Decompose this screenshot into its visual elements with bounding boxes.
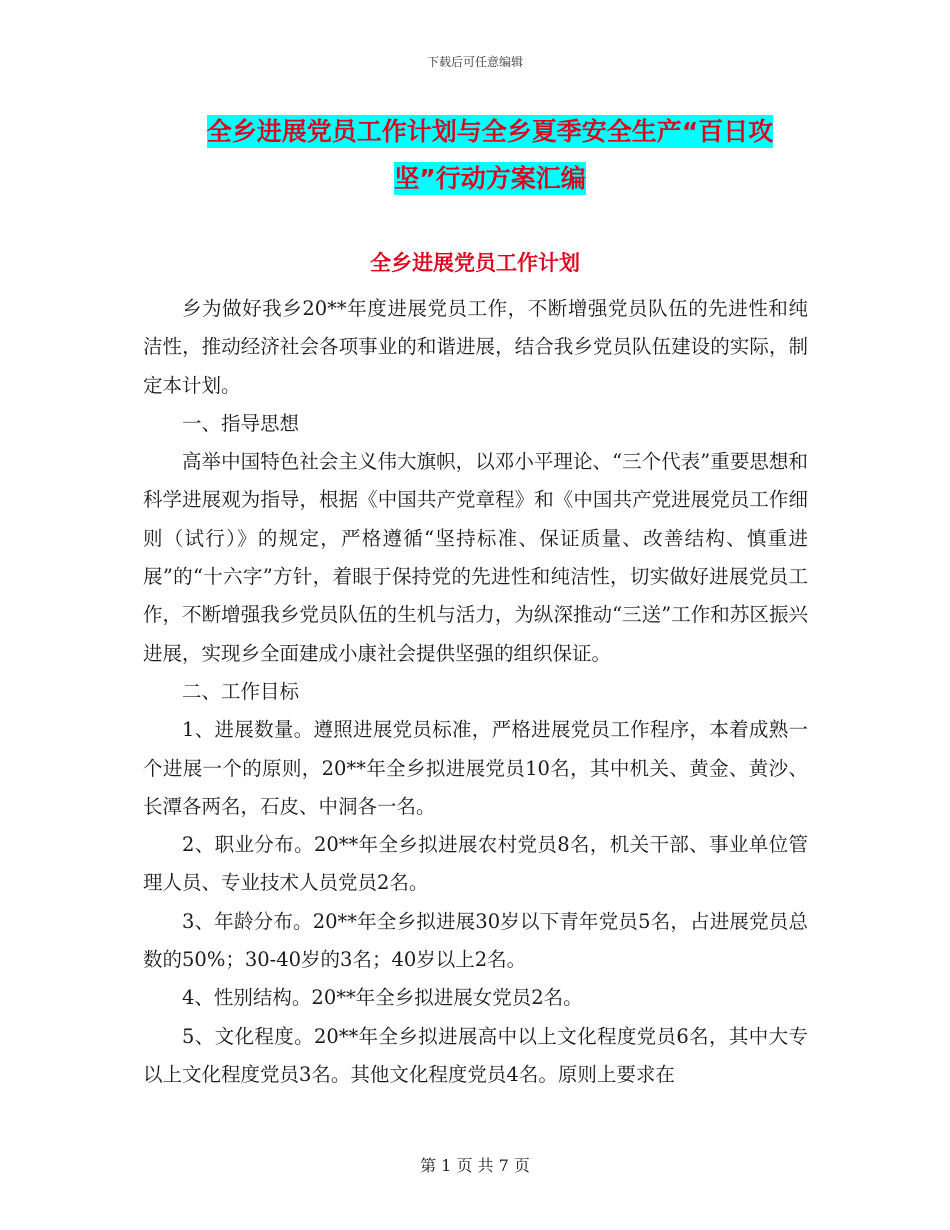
page-header-note: 下载后可任意编辑 xyxy=(426,55,523,69)
paragraph-goal-quantity: 1、进展数量。遵照进展党员标准，严格进展党员工作程序，本着成熟一个进展一个的原则，20**年全乡拟进展党员10名，其中机关、黄金、黄沙、长潭各两名，石皮、中洞各一名。 xyxy=(143,718,808,818)
heading-guiding-thought: 一、指导思想 xyxy=(182,411,300,435)
paragraph-goal-gender: 4、性别结构。20**年全乡拟进展女党员2名。 xyxy=(182,986,583,1010)
paragraph-intro: 乡为做好我乡20**年度进展党员工作，不断增强党员队伍的先进性和纯洁性，推动经济社会各项事业的和谐进展，结合我乡党员队伍建设的实际，制定本计划。 xyxy=(143,297,808,397)
paragraph-goal-occupation: 2、职业分布。20**年全乡拟进展农村党员8名，机关干部、事业单位管理人员、专业技术人员党员2名。 xyxy=(143,833,808,895)
paragraph-guiding-thought: 高举中国特色社会主义伟大旗帜，以邓小平理论、“三个代表”重要思想和科学进展观为指导，根据《中国共产党章程》和《中国共产党进展党员工作细则（试行）》的规定，严格遵循“坚持标准、保证质量、改善结构、慎重进展”的“十六字”方针，着眼于保持党的先进性和纯洁性，切实做好进展党员工作，不断增强我乡党员队伍的生机与活力，为纵深推动“三送”工作和苏区振兴进展，实现乡全面建成小康社会提供坚强的组织保证。 xyxy=(143,450,808,665)
page-footer-number: 第 1 页 共 7 页 xyxy=(420,1156,530,1175)
document-title xyxy=(150,108,830,202)
heading-work-goals: 二、工作目标 xyxy=(182,679,300,703)
paragraph-goal-education: 5、文化程度。20**年全乡拟进展高中以上文化程度党员6名，其中大专以上文化程度党员3名。其他文化程度党员4名。原则上要求在 xyxy=(143,1024,808,1086)
document-title-line-2: 坚”行动方案汇编 xyxy=(394,164,586,193)
document-body xyxy=(143,290,808,1094)
paragraph-goal-age: 3、年龄分布。20**年全乡拟进展30岁以下青年党员5名，占进展党员总数的50%；30-40岁的3名；40岁以上2名。 xyxy=(143,909,808,972)
document-title-line-1: 全乡进展党员工作计划与全乡夏季安全生产“百日攻 xyxy=(206,117,774,146)
section-title: 全乡进展党员工作计划 xyxy=(370,251,580,275)
